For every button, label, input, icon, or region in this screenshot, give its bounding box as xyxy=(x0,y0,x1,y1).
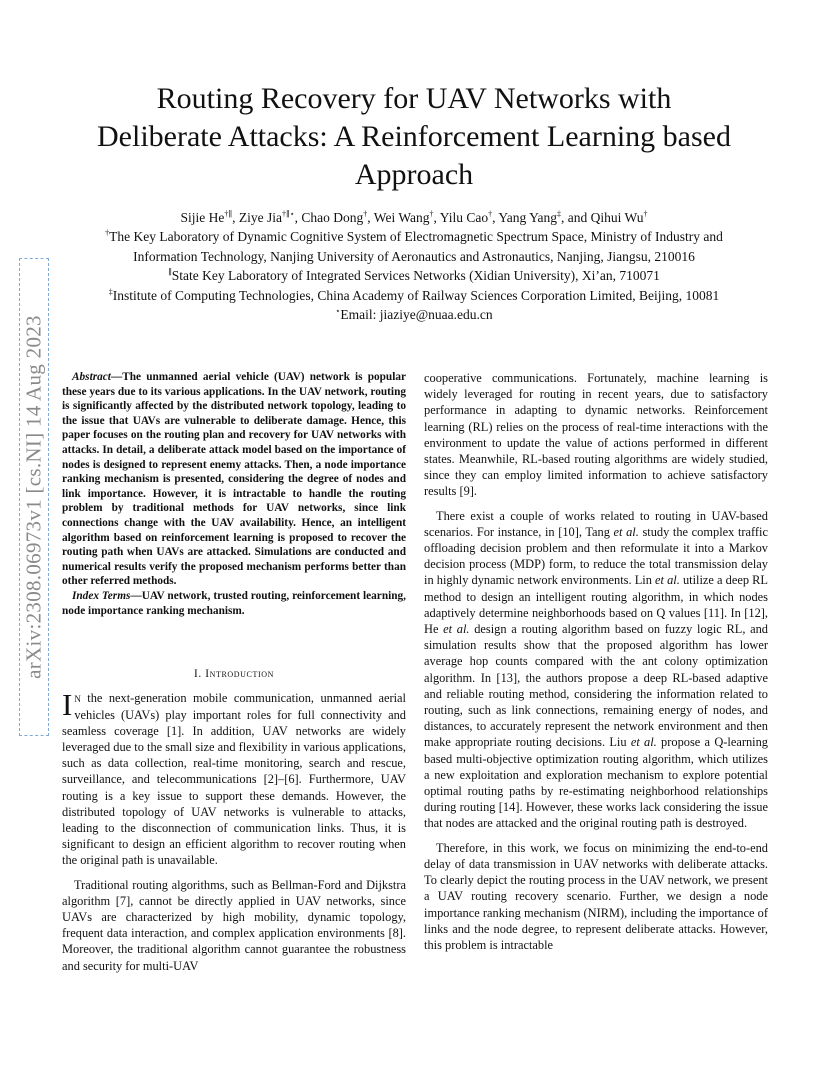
affiliations xyxy=(40,227,788,325)
author-separator: , xyxy=(232,210,239,225)
author: Sijie He xyxy=(180,210,225,225)
author-mark: † xyxy=(363,209,368,219)
abstract-text: —The unmanned aerial vehicle (UAV) network is popular these years due to its various applications. In the UAV network, routing is significantly affected by the distributed network topology, leading to the issue that UAVs are vulnerable to deliberate damage. Hence, this paper focuses on the routing plan and recovery for UAV networks with attacks. In detail, a deliberate attack model based on the importance of nodes is designed to represent enemy attacks. Then, a node importance ranking mechanism is presented, considering the degree of nodes and link importance. However, it is intractable to handle the routing problem by traditional methods for UAV networks, since link connections change with the UAV availability. Hence, an intelligent algorithm based on reinforcement learning is proposed to recover the routing path when UAVs are attacked. Simulations are conducted and numerical results verify the proposed mechanism performs better than other referred methods. xyxy=(62,371,406,588)
intro-paragraph-1 xyxy=(62,687,406,868)
drop-cap: I xyxy=(62,687,73,723)
citation-etal: et al. xyxy=(443,622,470,637)
affiliation-mark: ∥ xyxy=(168,267,172,277)
affiliation-text: State Key Laboratory of Integrated Services Networks (Xidian University), Xi’an, 710071 xyxy=(171,268,660,283)
paper-title xyxy=(40,80,788,194)
author: Wei Wang xyxy=(373,210,430,225)
affiliation-text: Information Technology, Nanjing University of Aeronautics and Astronautics, Nanjing, Jiangsu, 210016 xyxy=(133,248,695,264)
citation-etal: et al. xyxy=(613,524,639,539)
author-mark: † xyxy=(429,209,434,219)
lead-in: n xyxy=(74,691,81,706)
email-text: Email: jiaziye@nuaa.edu.cn xyxy=(340,307,493,322)
paragraph-text: the next-generation mobile communication, unmanned aerial vehicles (UAVs) play important roles for full connectivity and seamless coverage [1]. In addition, UAV networks are widely leveraged due to the small size and flexibility in various applications, such as data collection, real-time monitoring, search and rescue, surveillance, and telecommunications [2]–[6]. Furthermore, UAV routing is a key issue to support these demands. However, the distributed topology of UAV networks is vulnerable to attacks, leading to the disconnection of communication links. Thus, it is significant to design an efficient algorithm to recover routing when the original path is unavailable. xyxy=(62,691,406,868)
affiliation-line xyxy=(40,247,788,267)
index-terms-label: Index Terms xyxy=(72,589,131,602)
author-separator: , xyxy=(492,210,499,225)
abstract-block xyxy=(62,370,406,618)
author: Chao Dong xyxy=(301,210,364,225)
affiliation-line xyxy=(40,286,788,306)
right-column xyxy=(424,370,768,953)
abstract xyxy=(62,370,406,589)
author-separator: , xyxy=(433,210,440,225)
author-separator: , and xyxy=(561,210,591,225)
affiliation-mark: ⋆ xyxy=(335,306,341,316)
affiliation-text: The Key Laboratory of Dynamic Cognitive System of Electromagnetic Spectrum Space, Ministry of Industry and xyxy=(109,229,723,244)
title-line-1: Routing Recovery for UAV Networks with xyxy=(156,82,672,115)
author-list xyxy=(40,208,788,227)
index-terms xyxy=(62,589,406,618)
paragraph-text: utilize a deep RL method to design an intelligent routing algorithm, in which nodes adaptively determine neighborhoods based on Q values [11]. In [12], He xyxy=(424,573,768,637)
title-line-3: Approach xyxy=(354,158,474,191)
author-mark: †∥ xyxy=(224,209,233,219)
author-separator: , xyxy=(367,210,374,225)
author-mark: † xyxy=(488,209,493,219)
index-terms-text: —UAV network, trusted routing, reinforcement learning, node importance ranking mechanism. xyxy=(62,589,406,617)
intro-paragraph-5: Therefore, in this work, we focus on minimizing the end-to-end delay of data transmission in UAV networks with deliberate attacks. To clearly depict the routing process in the UAV network, we present a UAV routing recovery scenario. Further, we design a node importance ranking mechanism (NIRM), including the importance of links and the node degree, to represent deliberate attacks. However, this problem is intractable xyxy=(424,840,768,952)
intro-paragraph-4 xyxy=(424,508,768,832)
author-mark: † xyxy=(643,209,648,219)
contact-email xyxy=(40,305,788,325)
arxiv-identifier: arXiv:2308.06973v1 [cs.NI] 14 Aug 2023 xyxy=(21,315,46,679)
affiliation-text: Institute of Computing Technologies, China Academy of Railway Sciences Corporation Limited, Beijing, 10081 xyxy=(112,287,720,303)
citation-etal: et al. xyxy=(655,573,680,588)
title-line-2: Deliberate Attacks: A Reinforcement Learning based xyxy=(97,120,731,153)
affiliation-line xyxy=(40,266,788,286)
arxiv-sidebar-stamp xyxy=(19,258,49,736)
intro-paragraph-2: Traditional routing algorithms, such as Bellman-Ford and Dijkstra algorithm [7], cannot be directly applied in UAV networks, since UAVs are characterized by high mobility, dynamic topology, frequent data interaction, and complex application environments [8]. Moreover, the traditional algorithm cannot guarantee the robustness and security for multi-UAV xyxy=(62,877,406,973)
intro-paragraph-3: cooperative communications. Fortunately, machine learning is widely leveraged for routing in recent years, due to satisfactory performance in adapting to dynamic networks. Reinforcement learning (RL) relies on the process of real-time interactions with the environment to update the value of actions performed in different states. Meanwhile, RL-based routing algorithms are widely studied, since they can employ limited information to achieve satisfactory results [9]. xyxy=(424,371,768,499)
paragraph-text: study the complex traffic offloading decision problem and then reformulate it into a Markov decision process (MDP) form, to reduce the total transmission delay in highly dynamic network environments. Lin xyxy=(424,524,768,588)
author: Yang Yang xyxy=(498,210,558,225)
author: Yilu Cao xyxy=(439,210,489,225)
author-separator: , xyxy=(294,210,302,225)
section-heading-introduction: I. Introduction xyxy=(194,668,274,681)
abstract-label: Abstract xyxy=(72,371,111,383)
paragraph-text: design a routing algorithm based on fuzzy logic RL, and simulation results show that the proposed algorithm has lower average hop counts compared with the ant colony optimization algorithm. In [13], the authors propose a deep RL-based adaptive and reliable routing method, considering the information related to routing, such as link connections, remaining energy of nodes, and distances, to accurately represent the network environment and then make appropriate routing decisions. Liu xyxy=(424,622,769,750)
paragraph-text: propose a Q-learning based multi-objective optimization routing algorithm, which utilizes a new exploitation and exploration mechanism to explore potential optimal routing paths by re-estimating neighborhood relationships during routing [14]. However, these works lack considering the issue that nodes are attacked and the original routing path is destroyed. xyxy=(424,735,768,831)
affiliation-line xyxy=(40,227,788,247)
author-mark: †∥⋆ xyxy=(281,209,295,219)
author: Ziye Jia xyxy=(238,210,282,225)
paragraph-text: There exist a couple of works related to routing in UAV-based scenarios. For instance, in [10], Tang xyxy=(424,508,768,539)
left-column xyxy=(62,370,406,974)
author: Qihui Wu xyxy=(590,210,644,225)
author-mark: ‡ xyxy=(557,209,562,219)
affiliation-mark: † xyxy=(105,228,110,238)
affiliation-mark: ‡ xyxy=(108,287,113,296)
citation-etal: et al. xyxy=(630,735,657,750)
